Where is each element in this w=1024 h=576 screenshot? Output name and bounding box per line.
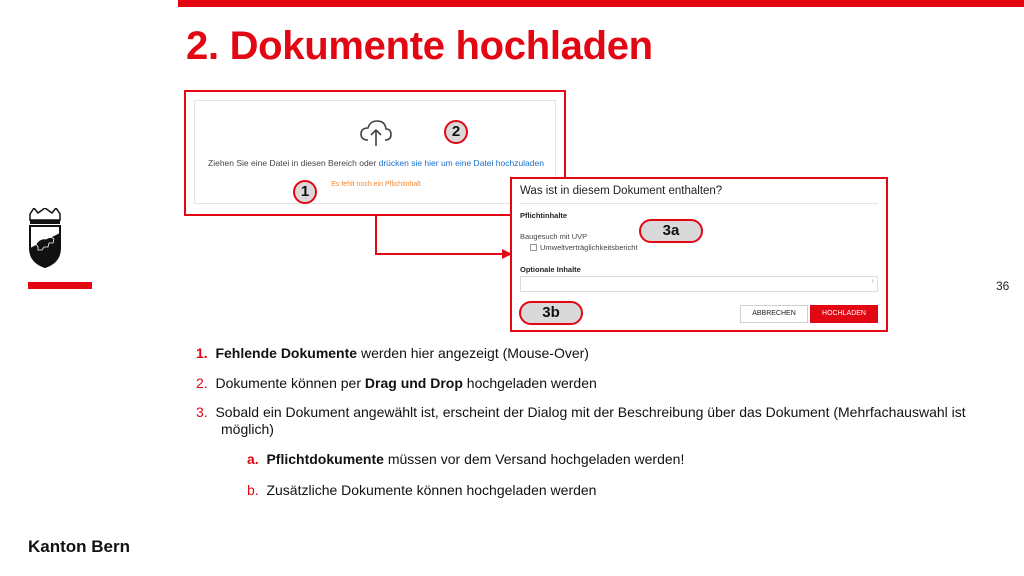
callout-2: 2 (444, 120, 468, 144)
item-text: hochgeladen werden (462, 375, 597, 391)
side-accent-bar (28, 282, 92, 289)
cloud-upload-icon[interactable] (359, 119, 393, 147)
item-bold-text: Drag und Drop (364, 375, 463, 391)
required-group-label: Baugesuch mit UVP (520, 232, 588, 241)
instruction-item-3-continued: möglich) (221, 421, 274, 437)
item-bold-text: Fehlende Dokumente (215, 345, 358, 361)
top-accent-bar (178, 0, 1024, 7)
dropdown-arrow-icon: › (871, 278, 874, 285)
item-number: 1. (196, 345, 208, 361)
item-bold-text: Pflichtdokumente (266, 451, 384, 467)
dialog-divider (520, 203, 878, 204)
item-text: Sobald ein Dokument angewählt ist, erscheint der Dialog mit der Beschreibung über das Dokument (Mehrfachauswahl ist (215, 404, 966, 420)
bern-crest-icon (26, 208, 64, 268)
item-text: Zusätzliche Dokumente können hochgeladen werden (266, 482, 597, 498)
instruction-subitem-b (247, 482, 596, 498)
upload-file-link[interactable]: drücken sie hier um eine Datei hochzuladen (378, 158, 544, 168)
uvp-report-checkbox[interactable] (530, 244, 537, 251)
optional-header: Optionale Inhalte (520, 265, 581, 274)
footer-brand: Kanton Bern (28, 537, 130, 556)
dialog-title: Was ist in diesem Dokument enthalten? (520, 185, 723, 197)
item-number: 3. (196, 404, 208, 420)
upload-dropzone[interactable] (194, 100, 556, 204)
upload-instruction (195, 158, 557, 168)
item-number: a. (247, 451, 259, 467)
page-number: 36 (996, 279, 1010, 293)
required-header: Pflichtinhalte (520, 211, 568, 220)
optional-content-select[interactable] (520, 276, 878, 292)
callout-3b: 3b (519, 301, 583, 325)
instruction-item-1 (196, 345, 589, 361)
connector-arrow (374, 214, 514, 262)
callout-3a: 3a (639, 219, 703, 243)
uvp-report-label: Umweltverträglichkeitsbericht (540, 243, 638, 252)
upload-button[interactable]: HOCHLADEN (810, 305, 878, 323)
item-number: 2. (196, 375, 208, 391)
upload-screenshot (184, 90, 566, 216)
item-text: werden hier angezeigt (Mouse-Over) (357, 345, 589, 361)
item-number: b. (247, 482, 259, 498)
callout-1: 1 (293, 180, 317, 204)
slide-title: 2. Dokumente hochladen (186, 24, 653, 68)
instruction-item-2 (196, 375, 597, 391)
item-text: Dokumente können per (215, 375, 365, 391)
item-text: müssen vor dem Versand hochgeladen werden! (383, 451, 685, 467)
instruction-item-3 (196, 404, 966, 420)
cancel-button[interactable]: ABBRECHEN (740, 305, 808, 323)
instruction-subitem-a (247, 451, 684, 467)
missing-required-notice: Es fehlt noch ein Pflichtinhalt (331, 181, 421, 188)
upload-instruction-prefix: Ziehen Sie eine Datei in diesen Bereich oder (208, 158, 379, 168)
